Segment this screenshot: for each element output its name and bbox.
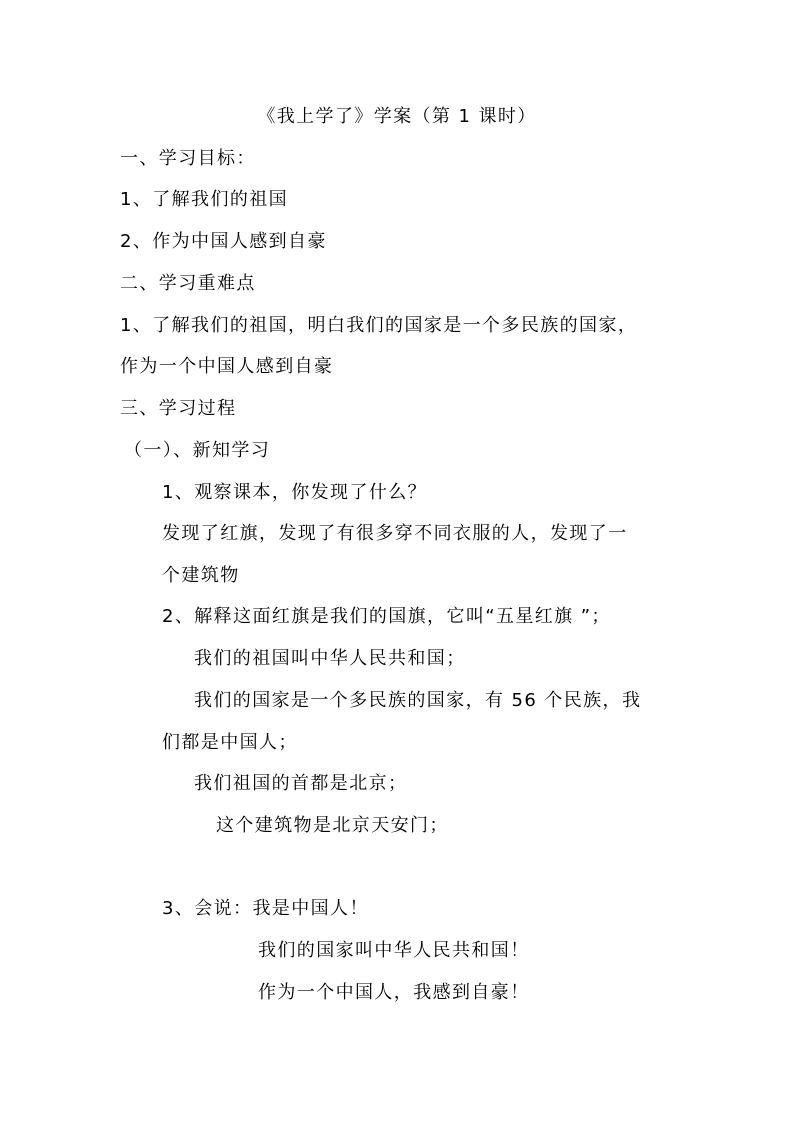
section-heading-key-points: 二、学习重难点 [120,273,256,294]
answer-1-line: 发现了红旗，发现了有很多穿不同衣服的人，发现了一 [162,523,628,544]
key-point-item-line: 作为一个中国人感到自豪 [120,356,334,377]
section-heading-process: 三、学习过程 [120,398,237,419]
document-title: 《我上学了》学案（第 1 课时） [257,106,537,127]
question-3: 3、会说：我是中国人！ [162,898,369,919]
statement-line: 我们的国家叫中华人民共和国！ [258,940,530,961]
explanation-line: 们都是中国人； [162,732,298,753]
question-2: 2、解释这面红旗是我们的国旗，它叫“五星红旗 ”； [162,606,611,627]
section-heading-objectives: 一、学习目标： [120,148,256,169]
key-point-item-line: 1、了解我们的祖国，明白我们的国家是一个多民族的国家， [120,315,638,336]
question-1: 1、观察课本，你发现了什么？ [162,482,428,503]
objective-item: 1、了解我们的祖国 [120,189,289,210]
explanation-line: 这个建筑物是北京天安门； [216,815,449,836]
statement-line: 作为一个中国人，我感到自豪！ [258,982,530,1003]
explanation-line: 我们的祖国叫中华人民共和国； [194,648,466,669]
explanation-line: 我们的国家是一个多民族的国家，有 56 个民族，我 [194,690,642,711]
subsection-heading: （一）、新知学习 [124,440,271,461]
answer-1-line: 个建筑物 [162,565,240,586]
objective-item: 2、作为中国人感到自豪 [120,231,327,252]
explanation-line: 我们祖国的首都是北京； [194,773,408,794]
